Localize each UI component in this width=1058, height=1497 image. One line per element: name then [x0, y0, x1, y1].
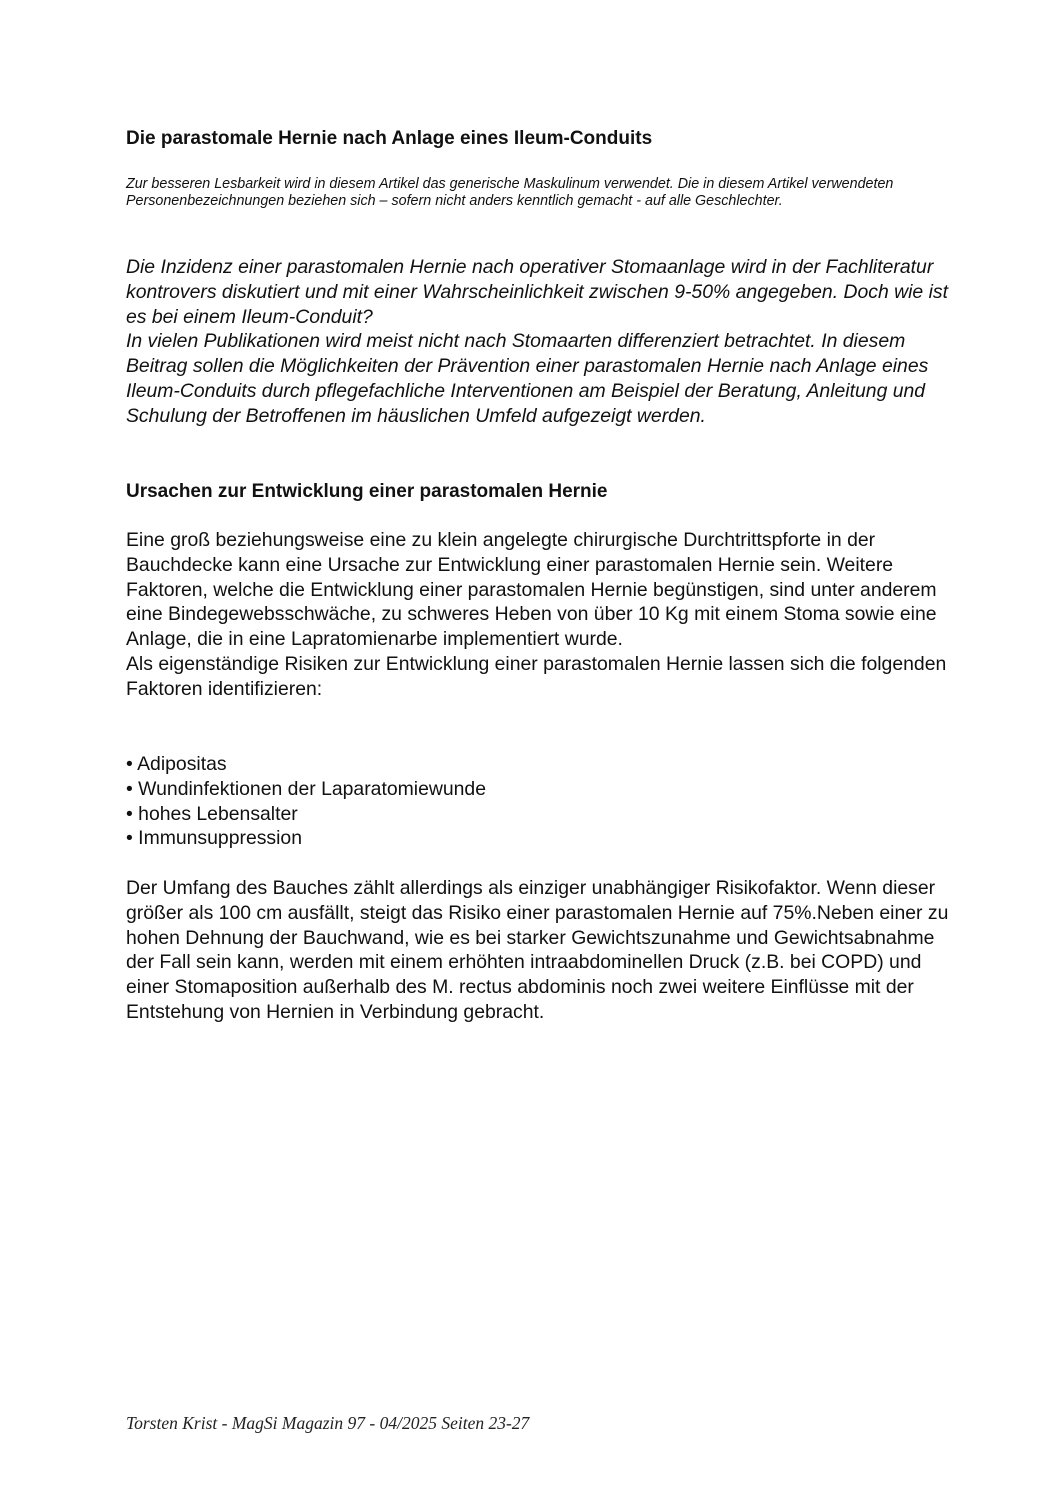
intro-text-1: Die Inzidenz einer parastomalen Hernie nach operativer Stomaanlage wird in der Fachliteratur kontrovers diskutiert und mit einer Wahrscheinlichkeit zwischen 9-50% angegeben. Doch wie ist es bei einem Ileum-Conduit? — [126, 256, 948, 328]
intro-text-2: In vielen Publikationen wird meist nicht nach Stomaarten differenziert betrachtet. In diesem Beitrag sollen die Möglichkeiten der Prävention einer parastomalen Hernie nach Anlage eines Ileum-Conduits durch pflegefachliche Interventionen am Beispiel der Beratung, Anleitung und Schulung der Betroffenen im häuslichen Umfeld aufgezeigt werden. — [126, 330, 929, 427]
causes-text-1: Eine groß beziehungsweise eine zu klein angelegte chirurgische Durchtrittspforte in der Bauchdecke kann eine Ursache zur Entwicklung einer parastomalen Hernie sein. Weitere Faktoren, welche die Entwicklung einer parastomalen Hernie begünstigen, sind unter anderem eine Bindegewebsschwäche, zu schweres Heben von über 10 Kg mit einem Stoma sowie eine Anlage, die in eine Lapratomienarbe implementiert wurde. — [126, 529, 937, 651]
gender-note: Zur besseren Lesbarkeit wird in diesem Artikel das generische Maskulinum verwendet. Die in diesem Artikel verwendeten Personenbezeichnungen beziehen sich – sofern nicht anders kenntlich gemacht - auf alle Geschlechter. — [126, 176, 894, 209]
list-item: • Wundinfektionen der Laparatomiewunde — [126, 777, 487, 800]
list-item: • Adipositas — [126, 753, 227, 775]
section-heading: Ursachen zur Entwicklung einer parastomalen Hernie — [126, 481, 608, 502]
risk-factor-list — [126, 752, 826, 851]
causes-text-2: Als eigenständige Risiken zur Entwicklung einer parastomalen Hernie lassen sich die folgenden Faktoren identifizieren: — [126, 652, 947, 700]
intro-paragraph — [126, 255, 956, 429]
list-item: • Immunsuppression — [126, 827, 302, 850]
closing-paragraph: Der Umfang des Bauches zählt allerdings als einziger unabhängiger Risikofaktor. Wenn dieser größer als 100 cm ausfällt, steigt das Risiko einer parastomalen Hernie auf 75%.Neben einer zu hohen Dehnung der Bauchwand, wie es bei starker Gewichtszunahme und Gewichtsabnahme der Fall sein kann, werden mit einem erhöhten intraabdominellen Druck (z.B. bei COPD) und einer Stomaposition außerhalb des M. rectus abdominis noch zwei weitere Einflüsse mit der Entstehung von Hernien in Verbindung gebracht. — [126, 877, 949, 1023]
causes-paragraph — [126, 528, 956, 702]
footer-citation: Torsten Krist - MagSi Magazin 97 - 04/2025 Seiten 23-27 — [126, 1413, 530, 1433]
list-item: • hohes Lebensalter — [126, 802, 298, 825]
article-title: Die parastomale Hernie nach Anlage eines Ileum-Conduits — [126, 128, 653, 149]
